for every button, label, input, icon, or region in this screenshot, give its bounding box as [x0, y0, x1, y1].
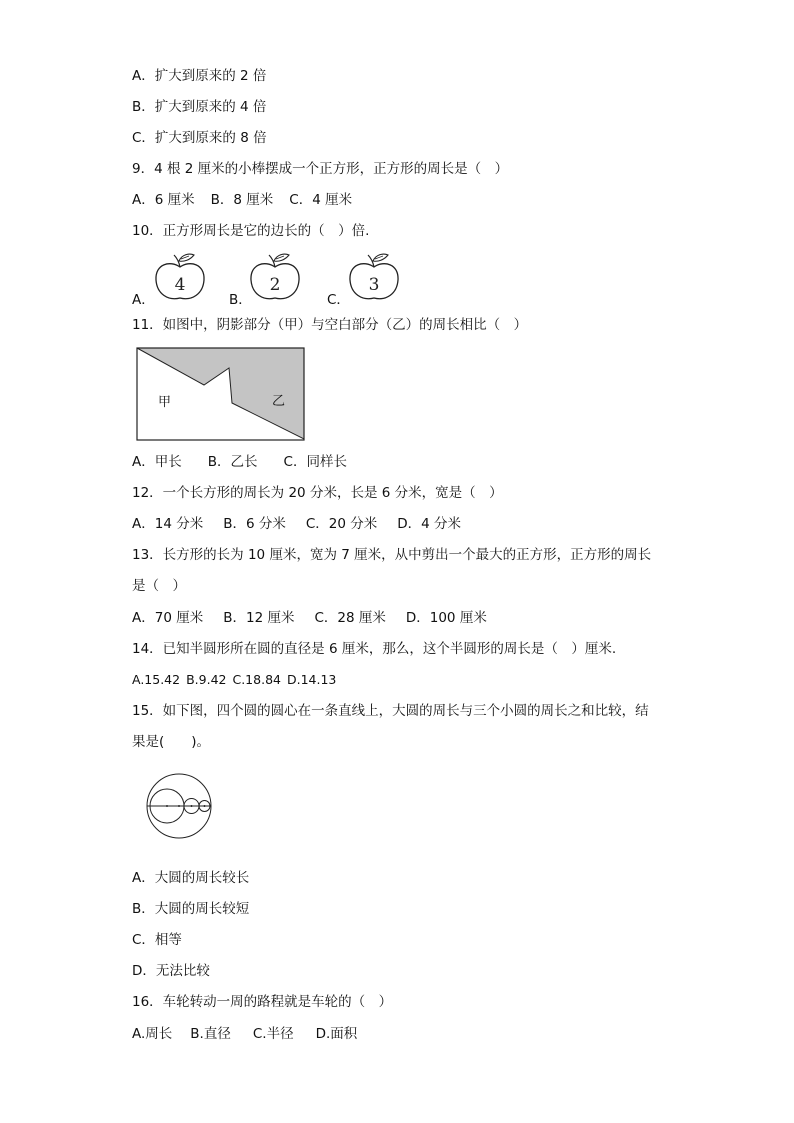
q11-stem: 11．如图中，阴影部分（甲）与空白部分（乙）的周长相比（ ） — [132, 317, 528, 333]
q12-option-c: C．20 分米 — [305, 516, 378, 532]
q10-stem: 10．正方形周长是它的边长的（ ）倍. — [132, 223, 370, 239]
q9-option-b: B．8 厘米 — [210, 192, 274, 208]
q14-option-a: A.15.42 — [132, 672, 181, 687]
q9-option-a: A．6 厘米 — [132, 192, 195, 208]
label-yi: 乙 — [272, 394, 286, 409]
q8-option-c: C．扩大到原来的 8 倍 — [132, 130, 267, 146]
q13-stem-line1: 13．长方形的长为 10 厘米，宽为 7 厘米，从中剪出一个最大的正方形，正方形的周长 — [132, 547, 652, 563]
apple-number-b: 2 — [269, 275, 281, 295]
apple-icon — [152, 250, 208, 304]
q13-option-b: B．12 厘米 — [223, 610, 295, 626]
q12-stem: 12．一个长方形的周长为 20 分米，长是 6 分米，宽是（ ） — [132, 485, 503, 501]
apple-icon — [346, 250, 402, 304]
apple-number-a: 4 — [174, 275, 186, 295]
q13-option-d: D．100 厘米 — [405, 610, 487, 626]
q13-option-a: A．70 厘米 — [132, 610, 204, 626]
q13-options — [132, 609, 487, 627]
q11-figure — [136, 347, 306, 441]
q11-option-a: A．甲长 — [132, 454, 182, 470]
q12-option-a: A．14 分米 — [132, 516, 204, 532]
q14-stem: 14．已知半圆形所在圆的直径是 6 厘米，那么，这个半圆形的周长是（ ）厘米. — [132, 641, 617, 657]
q9-options — [132, 191, 352, 209]
q16-option-c: C.半径 — [252, 1026, 294, 1042]
q9-stem: 9．4 根 2 厘米的小棒摆成一个正方形，正方形的周长是（ ） — [132, 161, 509, 177]
q9-option-c: C．4 厘米 — [289, 192, 353, 208]
q14-options — [132, 671, 336, 689]
q12-option-b: B．6 分米 — [223, 516, 286, 532]
label-jia: 甲 — [158, 395, 172, 410]
q16-option-a: A.周长 — [132, 1026, 173, 1042]
q16-stem: 16．车轮转动一周的路程就是车轮的（ ） — [132, 994, 393, 1010]
q15-option-a: A．大圆的周长较长 — [132, 870, 250, 886]
q15-option-d: D．无法比较 — [132, 963, 210, 979]
q11-option-c: C．同样长 — [283, 454, 347, 470]
q13-stem-line2: 是（ ） — [132, 578, 186, 594]
q10-option-c-letter: C． — [327, 292, 350, 308]
q16-option-b: B.直径 — [190, 1026, 231, 1042]
q11-option-b: B．乙长 — [207, 454, 258, 470]
apple-icon — [247, 250, 303, 304]
q15-stem-line1: 15．如下图，四个圆的圆心在一条直线上，大圆的周长与三个小圆的周长之和比较，结 — [132, 703, 649, 719]
q16-options — [132, 1025, 357, 1043]
q15-option-c: C．相等 — [132, 932, 182, 948]
q10-option-b-letter: B． — [229, 292, 252, 308]
q14-option-c: C.18.84 — [232, 672, 281, 687]
q15-circles-figure — [145, 772, 215, 842]
q8-option-b: B．扩大到原来的 4 倍 — [132, 99, 267, 115]
q14-option-b: B.9.42 — [186, 672, 227, 687]
q11-options — [132, 453, 347, 471]
q8-option-a: A．扩大到原来的 2 倍 — [132, 68, 267, 84]
q12-options — [132, 515, 461, 533]
apple-number-c: 3 — [368, 275, 380, 295]
q15-option-b: B．大圆的周长较短 — [132, 901, 250, 917]
q12-option-d: D．4 分米 — [397, 516, 462, 532]
q15-stem-line2: 果是( )。 — [132, 734, 211, 750]
q14-option-d: D.14.13 — [286, 672, 337, 687]
q10-option-a-letter: A． — [132, 292, 155, 308]
q16-option-d: D.面积 — [315, 1026, 358, 1042]
q13-option-c: C．28 厘米 — [314, 610, 386, 626]
